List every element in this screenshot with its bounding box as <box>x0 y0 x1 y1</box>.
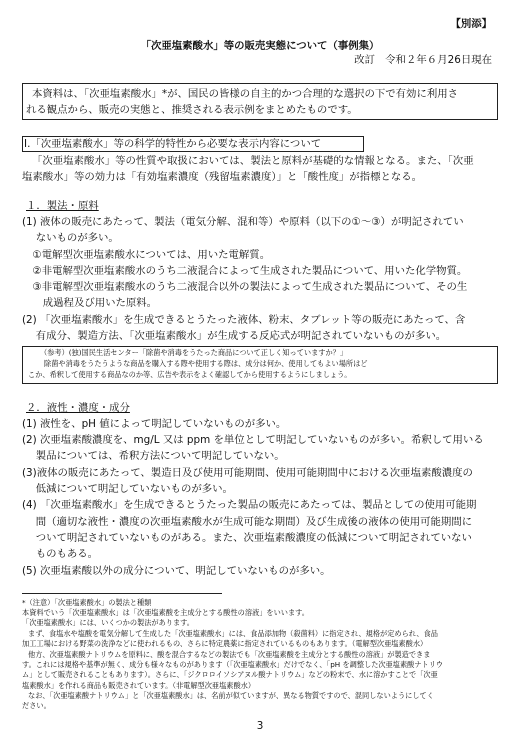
revision-date: 改訂 令和２年６月26日現在 <box>354 54 492 66</box>
subsection-2-heading: ２．液性・濃度・成分 <box>26 402 130 414</box>
page-title: 「次亜塩素酸水」等の販売実態について（事例集） <box>140 40 380 52</box>
s1-item-1b: ②非電解型次亜塩素酸水のうち二液混合によって生成された製品について、用いた化学物質。 <box>22 265 468 277</box>
s2-item-3-cont: 低減について明記していないものが多い。 <box>22 483 233 495</box>
s2-item-4-cont-3: ものもある。 <box>22 548 99 560</box>
s2-item-1: (1) 液性を、pH 値によって明記していないものが多い。 <box>22 418 287 430</box>
s1-item-1c-cont: 成過程及び用いた原料。 <box>22 297 158 309</box>
s2-item-3: (3)液体の販売にあたって、製造日及び使用可能期間、使用可能期間中における次亜塩素酸濃度の <box>22 467 473 479</box>
footnote-line-3: 「次亜塩素酸水」には、いくつかの製法があります。 <box>22 618 194 627</box>
subsection-1-heading: １．製法・原料 <box>26 200 99 212</box>
section-1-line-1: 「次亜塩素酸水」等の性質や取扱においては、製法と原料が基礎的な情報となる。また、「次亜 <box>32 155 474 167</box>
footnote-line-8: ム」として販売されることもあります）。さらに、「ジクロロイソシアヌル酸ナトリウム」などの粉末で、水に溶かすことで「次亜 <box>22 670 438 679</box>
s2-item-4-cont-2: ついて明記されていないものがある。また、次亜塩素酸濃度の低減について明記されていない <box>22 532 472 544</box>
s2-item-5: (5) 次亜塩素酸以外の成分について、明記していないものが多い。 <box>22 565 331 577</box>
attachment-label: 【別添】 <box>450 18 492 30</box>
s1-item-2-cont: 有成分、製造方法、「次亜塩素酸水」が生成する反応式が明記されていないものが多い。 <box>22 330 447 342</box>
s2-item-4-cont-1: 間（適切な液性・濃度の次亜塩素酸水が生成可能な期間）及び生成後の液体の使用可能期間に <box>22 516 473 528</box>
reference-note-line-2: こか、希釈して使用する商品なのか等、広告や表示をよく確認してから使用するようにしましょう。 <box>28 370 352 379</box>
reference-note-title: （参考）(独)国民生活センター「除菌や消毒をうたった商品について正しく知っていますか？」 <box>40 348 348 357</box>
section-1-heading: Ⅰ.「次亜塩素酸水」等の科学的特性から必要な表示内容について <box>24 138 322 150</box>
s1-item-1c: ③非電解型次亜塩素酸水のうち二液混合以外の製法によって生成された製品について、その生 <box>22 281 468 293</box>
s1-item-1: (1) 液体の販売にあたって、製法（電気分解、混和等）や原料（以下の①～③）が明記されてい <box>22 216 464 228</box>
intro-line-1: 本資料は、「次亜塩素酸水」*が、国民の皆様の自主的かつ合理的な選択の下で有効に利用さ <box>32 88 459 100</box>
s2-item-2-cont: 製品については、希釈方法について明記していない。 <box>22 450 285 462</box>
footnote-line-11: ださい。 <box>22 701 51 710</box>
page-number: 3 <box>256 720 264 732</box>
footnote-line-4: まず、食塩水や塩酸を電気分解して生成した「次亜塩素酸水」には、食品添加物（殺菌料）に指定され、規格が定められ、食品 <box>28 629 438 638</box>
s1-item-1a: ①電解型次亜塩素酸水については、用いた電解質。 <box>22 249 271 261</box>
footnote-line-1: *（注意）「次亜塩素酸水」の製法と種類 <box>22 598 152 607</box>
footnote-line-5: 加工工場における野菜の洗浄などに使われるもの、さらに特定農薬に指定されているものもあります。（電解型次亜塩素酸水） <box>22 639 428 648</box>
section-1-line-2: 塩素酸水」等の効力は「有効塩素濃度（残留塩素濃度）」と「酸性度」が指標となる。 <box>22 171 423 183</box>
s2-item-4: (4) 「次亜塩素酸水」を生成できるとうたった製品の販売にあたっては、製品としての使用可能期 <box>22 499 477 511</box>
footnote-divider <box>22 593 222 594</box>
intro-line-2: れる観点から、販売の実態と、推奨される表示例をまとめたものです。 <box>26 104 358 116</box>
reference-note-line-1: 除菌や消毒をうたうような商品を購入する際や使用する際は、成分は何か、使用してもよい場所はど <box>44 359 368 368</box>
footnote-line-7: す。これには規格や基準が無く、成分も様々なものがあります（「次亜塩素酸水」だけでなく、「pH を調整した次亜塩素酸ナトリウ <box>22 660 444 669</box>
s2-item-2: (2) 次亜塩素酸濃度を、mg/L 又は ppm を単位として明記していないものが多い。希釈して用いる <box>22 434 484 446</box>
footnote-line-10: なお、「次亜塩素酸ナトリウム」と「次亜塩素酸水」は、名前が似ていますが、異なる物質ですので、混同しないようにしてく <box>28 691 434 700</box>
footnote-line-2: 本資料でいう「次亜塩素酸水」は「次亜塩素酸を主成分とする酸性の溶液」をいいます。 <box>22 608 309 617</box>
s1-item-1-cont: ないものが多い。 <box>22 232 119 244</box>
s1-item-2: (2) 「次亜塩素酸水」を生成できるとうたった液体、粉末、タブレット等の販売にあたって、含 <box>22 314 466 326</box>
footnote-line-6: 他方、次亜塩素酸ナトリウムを原料に、酸を混合するなどの製法でも「次亜塩素酸を主成分とする酸性の溶液」が製造できま <box>28 650 431 659</box>
footnote-line-9: 塩素酸水」を作れる商品も販売されています。（非電解型次亜塩素酸水） <box>22 681 256 690</box>
